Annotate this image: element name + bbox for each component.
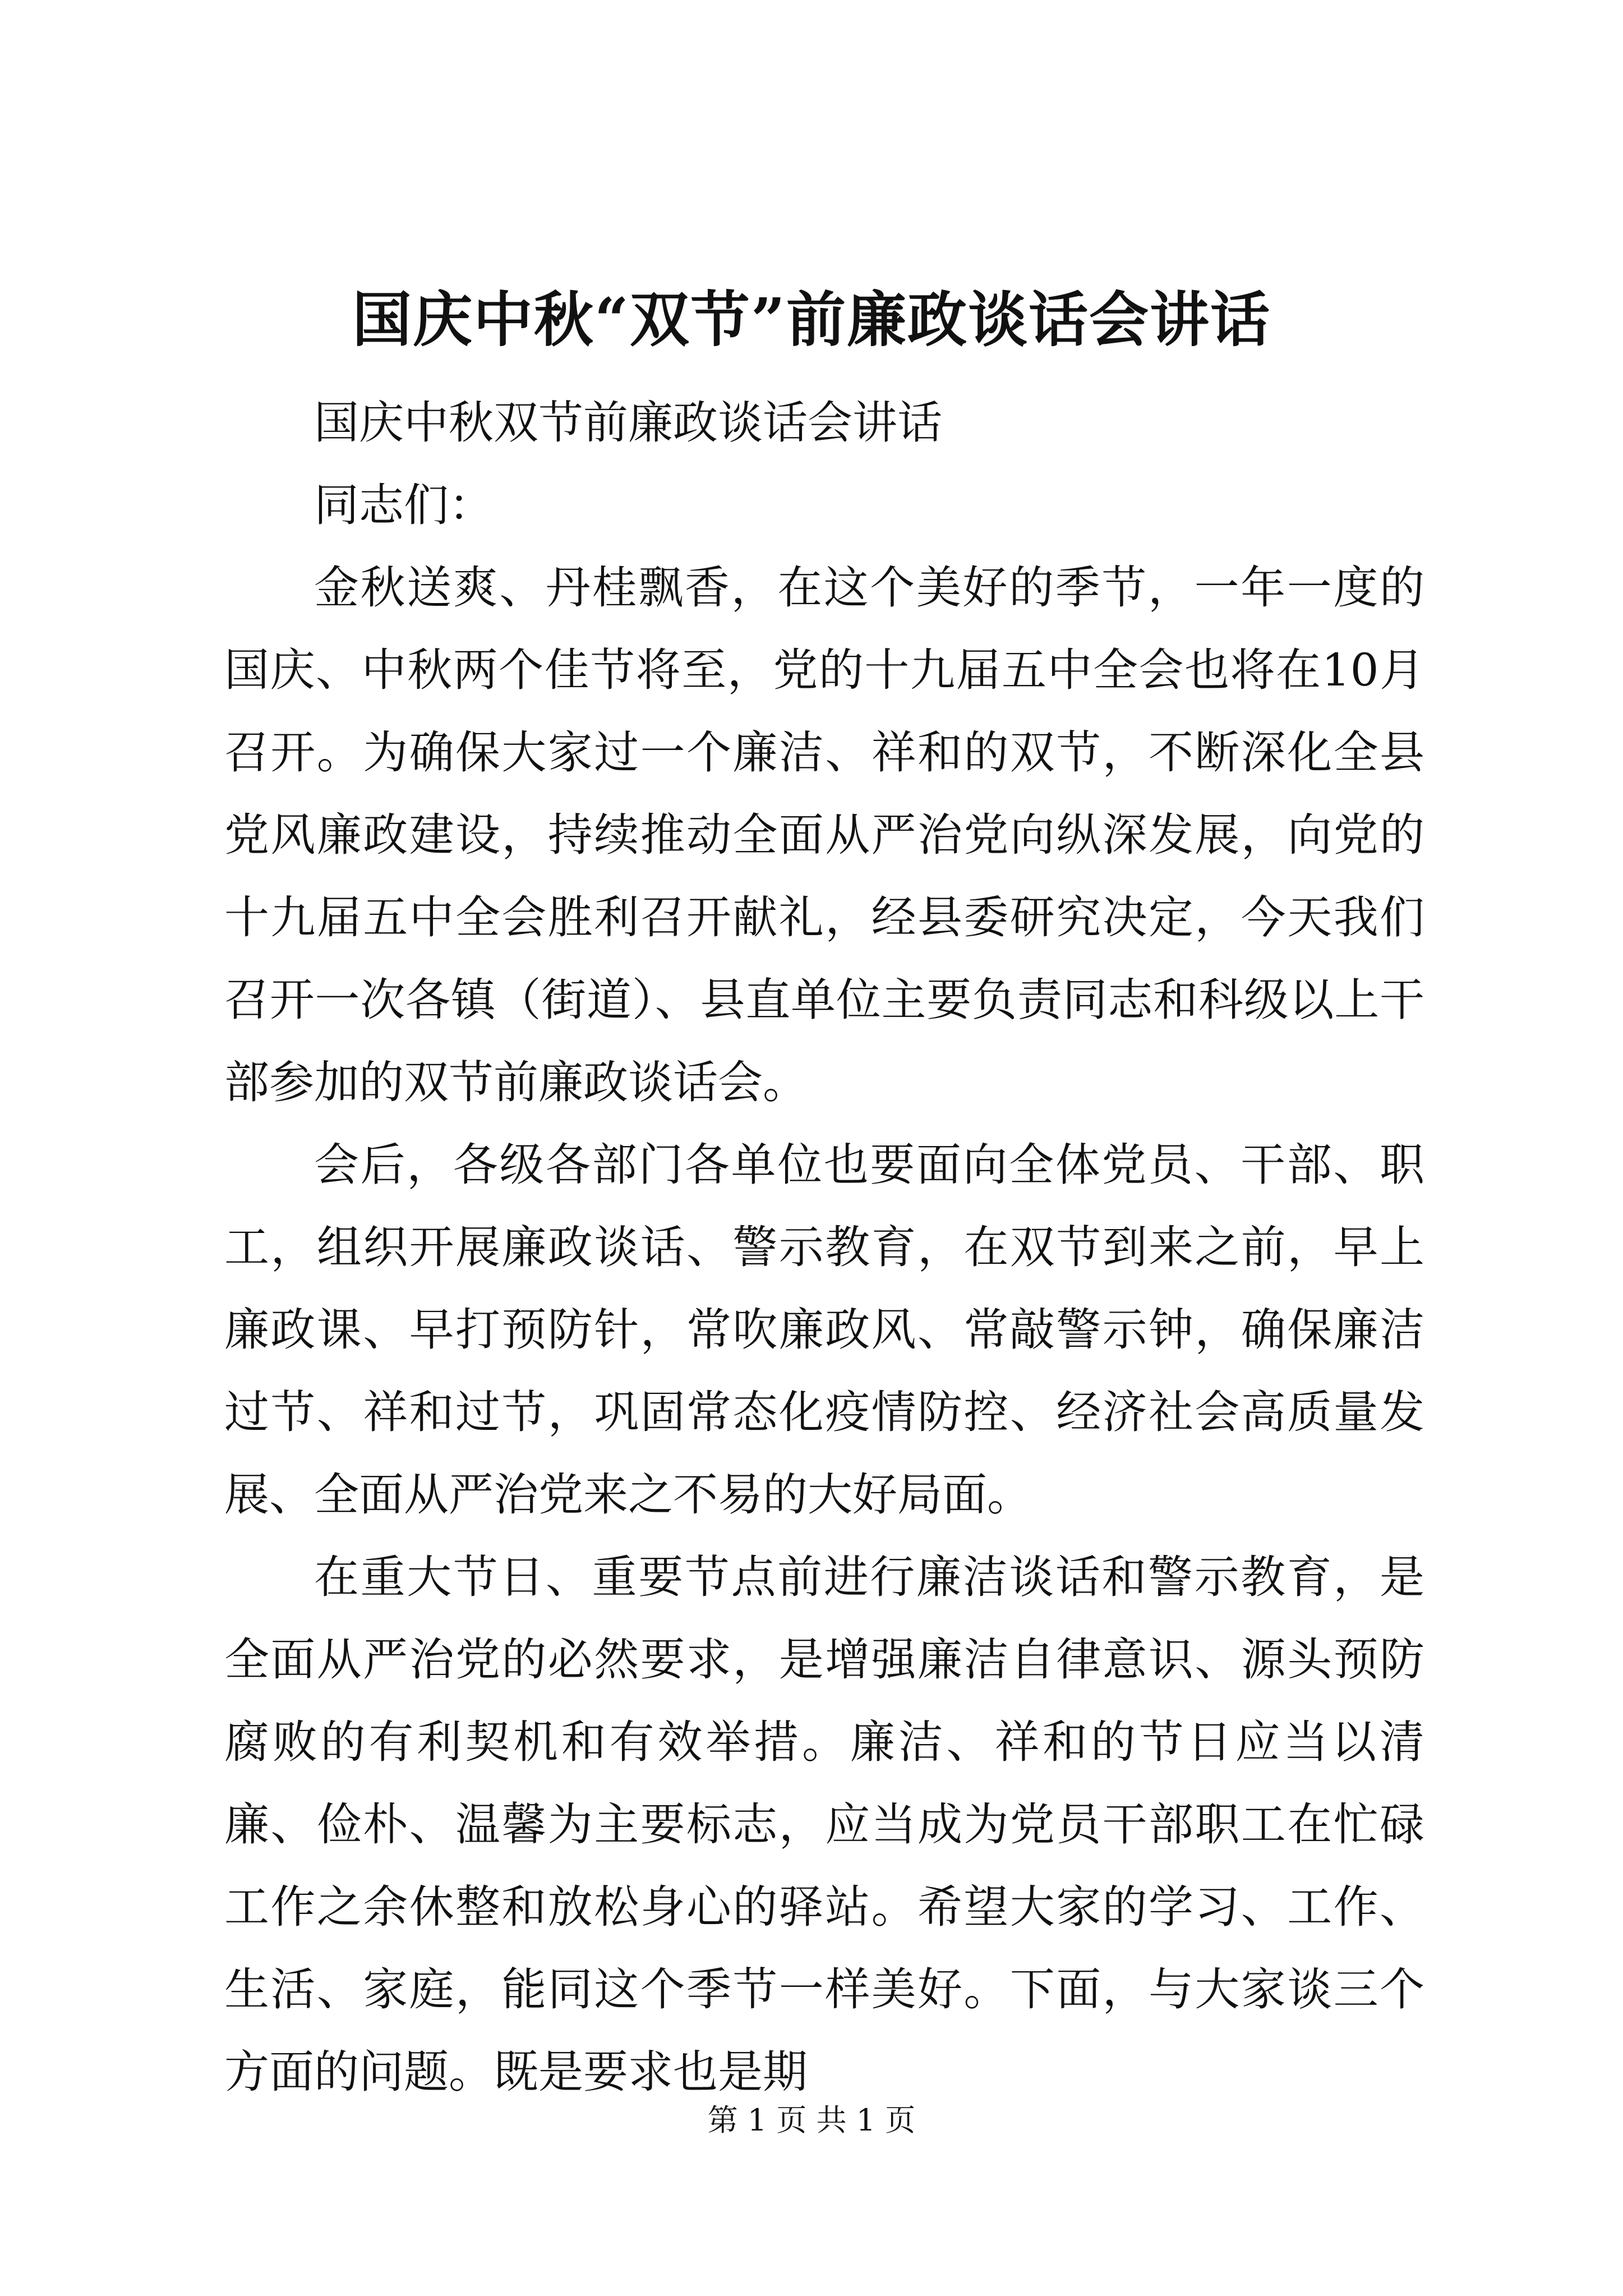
document-title: 国庆中秋“双节”前廉政谈话会讲话 xyxy=(352,284,1271,355)
body-paragraph: 在重大节日、重要节点前进行廉洁谈话和警示教育，是全面从严治党的必然要求，是增强廉洁自律意识、源头预防腐败的有利契机和有效举措。廉洁、祥和的节日应当以清廉、俭朴、温馨为主要标志，应当成为党员干部职工在忙碌工作之余休整和放松身心的驿站。希望大家的学习、工作、生活、家庭，能同这个季节一样美好。下面，与大家谈三个方面的问题。既是要求也是期 xyxy=(224,1551,1424,2098)
document-body xyxy=(224,381,1424,2113)
body-paragraph: 会后，各级各部门各单位也要面向全体党员、干部、职工，组织开展廉政谈话、警示教育，在双节到来之前，早上廉政课、早打预防针，常吹廉政风、常敲警示钟，确保廉洁过节、祥和过节，巩固常态化疫情防控、经济社会高质量发展、全面从严治党来之不易的大好局面。 xyxy=(224,1139,1424,1521)
subtitle-paragraph: 国庆中秋双节前廉政谈话会讲话 xyxy=(314,397,942,449)
page-footer: 第 1 页 共 1 页 xyxy=(707,2102,916,2138)
salutation-paragraph: 同志们： xyxy=(314,479,494,531)
body-paragraph: 金秋送爽、丹桂飘香，在这个美好的季节，一年一度的国庆、中秋两个佳节将至，党的十九届五中全会也将在10月召开。为确保大家过一个廉洁、祥和的双节，不断深化全县党风廉政建设，持续推动全面从严治党向纵深发展，向党的十九届五中全会胜利召开献礼，经县委研究决定，今天我们召开一次各镇（街道）、县直单位主要负责同志和科级以上干部参加的双节前廉政谈话会。 xyxy=(224,562,1424,1108)
